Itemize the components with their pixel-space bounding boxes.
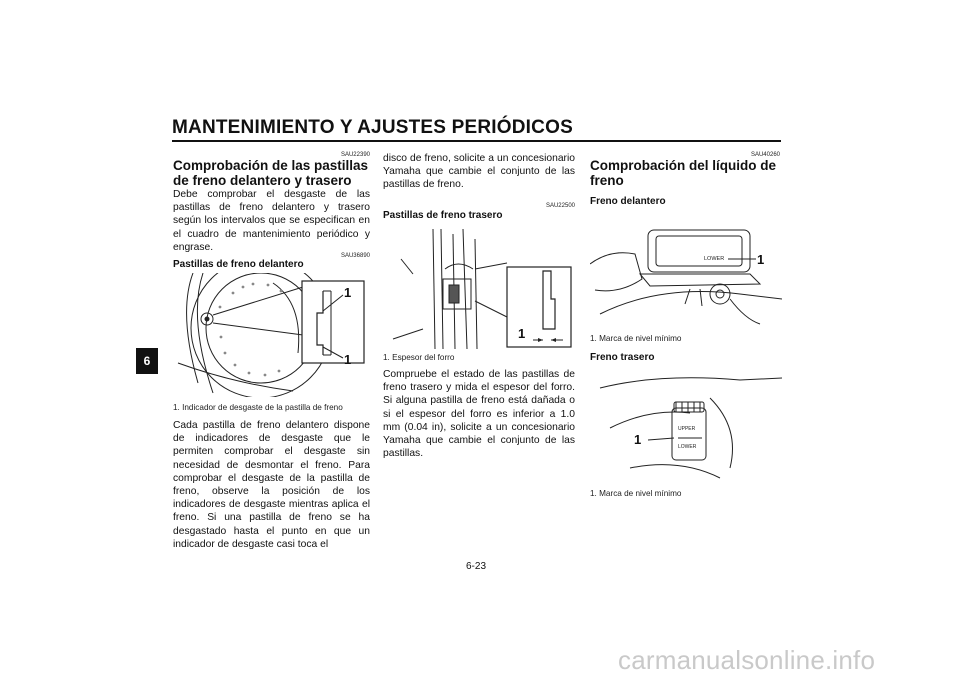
watermark: carmanualsonline.info: [618, 645, 876, 675]
header-rule: [172, 140, 781, 142]
subheading-front-fluid: Freno delantero: [590, 196, 666, 207]
front-pad-paragraph: Cada pastilla de freno delantero dispone de indicadores de desgaste que le permiten comprobar el desgaste sin necesidad de desmontar el freno. Para comprobar el desgaste de la pastilla de freno, observe la posición de los indicadores de desgaste mientras aplica el freno. Si una pastilla de freno se ha desgastado hasta el punto en que un indicador de desgaste casi toca el: [173, 420, 370, 550]
section-heading-fluid: Comprobación del líquido de freno: [590, 158, 777, 188]
figure-callout-rear: 1: [634, 432, 642, 447]
upper-mark-label: UPPER: [678, 426, 696, 432]
rear-fluid-caption: 1. Marca de nivel mínimo: [590, 489, 682, 498]
front-brake-pad-figure: [173, 273, 370, 397]
front-pad-caption: 1. Indicador de desgaste de la pastilla de freno: [173, 403, 343, 412]
lower-mark-label-rear: LOWER: [678, 444, 697, 450]
section-code: SAU22390: [340, 152, 370, 158]
figure-callout: 1: [518, 326, 526, 341]
section-code-fluid: SAU40260: [750, 152, 780, 158]
section-heading: Comprobación de las pastillas de freno delantero y trasero: [173, 158, 369, 188]
intro-paragraph: Debe comprobar el desgaste de las pastillas de freno delantero y trasero según los intervalos que se especifican en el cuadro de mantenimiento periódico y engrase.: [173, 189, 370, 253]
page-title: MANTENIMIENTO Y AJUSTES PERIÓDICOS: [172, 117, 573, 138]
subheading-rear-pads: Pastillas de freno trasero: [383, 210, 503, 221]
figure-callout-bottom: 1: [344, 352, 352, 367]
figure-callout-front: 1: [757, 252, 765, 267]
rear-pad-caption: 1. Espesor del forro: [383, 353, 455, 362]
subsection-code-rear: SAU22500: [545, 203, 575, 209]
subheading-front-pads: Pastillas de freno delantero: [173, 259, 304, 270]
lower-mark-label: LOWER: [704, 256, 725, 262]
chapter-tab: 6: [136, 348, 158, 374]
page-number: 6-23: [466, 561, 487, 572]
rear-brake-pad-figure: [383, 229, 575, 349]
subsection-code: SAU36890: [340, 253, 370, 259]
front-fluid-caption: 1. Marca de nivel mínimo: [590, 334, 682, 343]
subheading-rear-fluid: Freno trasero: [590, 352, 655, 363]
continued-paragraph: disco de freno, solicite a un concesionario Yamaha que cambie el conjunto de las pastillas de freno.: [383, 153, 575, 191]
rear-reservoir-figure: [590, 368, 782, 483]
figure-callout-top: 1: [344, 285, 352, 300]
front-reservoir-figure: [590, 224, 782, 329]
rear-pad-paragraph: Compruebe el estado de las pastillas de freno trasero y mida el espesor del forro. Si alguna pastilla de freno está dañada o si el espesor del forro es inferior a 1.0 mm (0.04 in), solicite a un concesionario Yamaha que cambie el conjunto de las pastillas.: [383, 369, 575, 460]
